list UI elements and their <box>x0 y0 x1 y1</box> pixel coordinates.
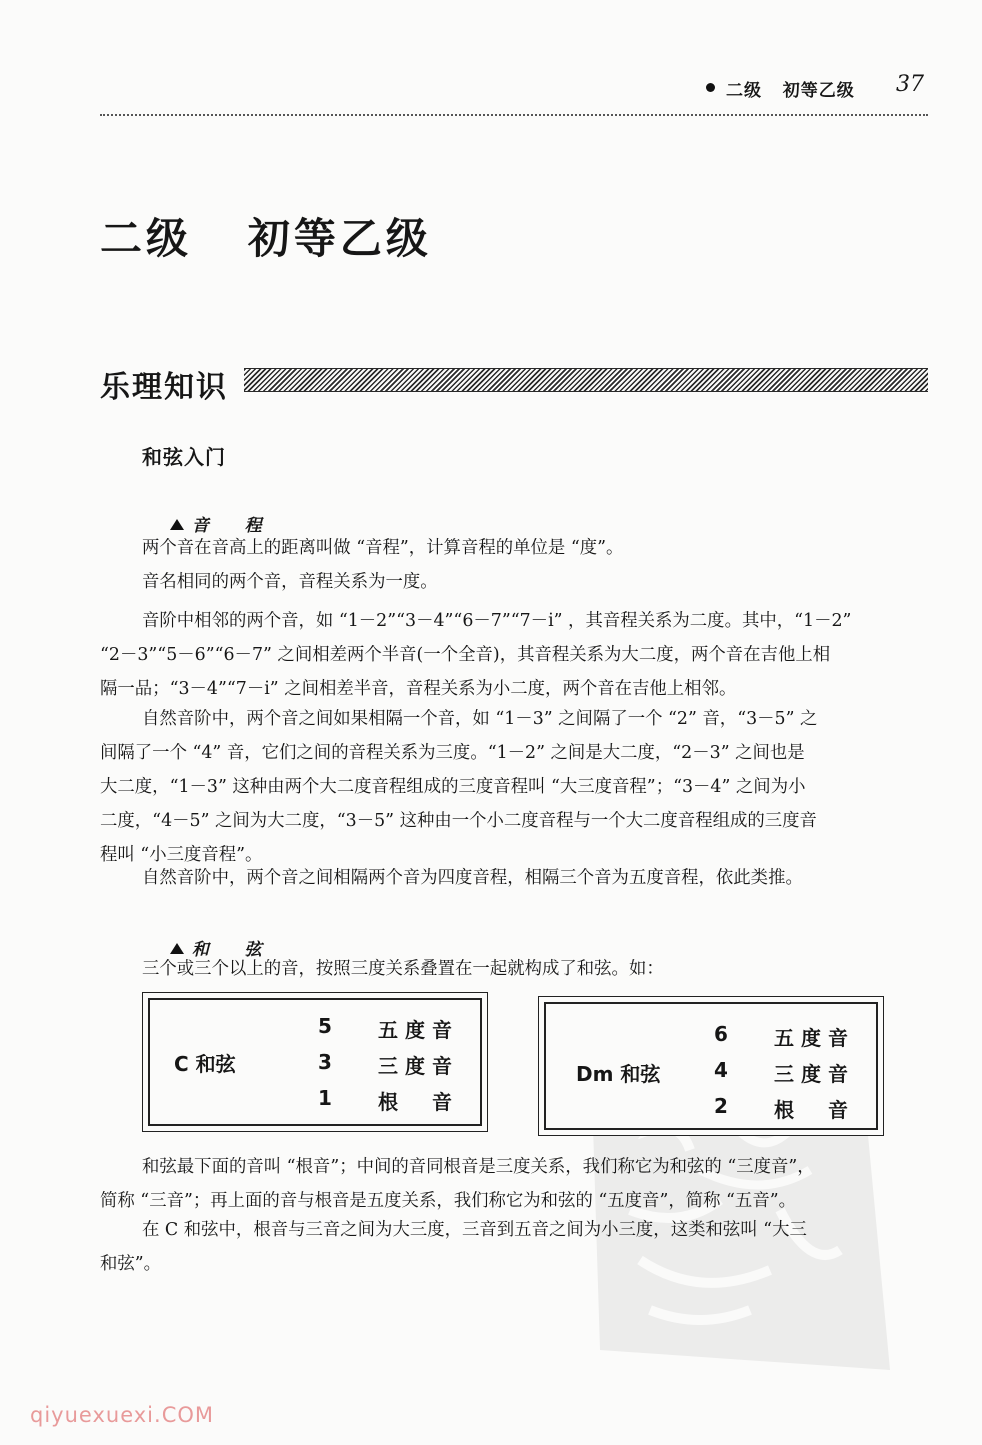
chord-intro: 三个或三个以上的音，按照三度关系叠置在一起就构成了和弦。如： <box>142 959 664 979</box>
interval-paragraph-1 <box>100 604 928 706</box>
chord-note-number: 4 <box>714 1058 728 1082</box>
text-line: 音阶中相邻的两个音，如 “1－2”“3－4”“6－7”“7－i̇” ，其音程关系为二度。其中，“1－2” <box>142 611 852 631</box>
text-line: 两个音在音高上的距离叫做 “音程”，计算音程的单位是 “度”。 <box>142 538 624 558</box>
chord-note-label: 五度音 <box>378 1018 452 1042</box>
interval-heading <box>142 491 270 536</box>
chord-heading-text: 和 弦 <box>191 940 270 960</box>
chord-note-label: 根音 <box>378 1090 452 1114</box>
page-number: 37 <box>896 72 924 97</box>
chord-row-root <box>714 1094 864 1130</box>
section-heading: 乐理知识 <box>100 370 228 405</box>
text-line: 间隔了一个 “4” 音，它们之间的音程关系为三度。“1－2” 之间是大二度，“2－3” 之间也是 <box>100 743 805 763</box>
chord-box-dm <box>538 996 884 1136</box>
running-title: 二级 初等乙级 <box>726 81 855 101</box>
chord-note-number: 1 <box>318 1086 332 1110</box>
text-line: 在 C 和弦中，根音与三音之间为大三度，三音到五音之间为小三度，这类和弦叫 “大三 <box>142 1220 807 1240</box>
text-line: 自然音阶中，两个音之间如果相隔一个音，如 “1－3” 之间隔了一个 “2” 音，“3－5” 之 <box>142 709 818 729</box>
chord-note-label: 根音 <box>774 1098 848 1122</box>
text-line: 音名相同的两个音，音程关系为一度。 <box>142 572 438 592</box>
bullet-icon <box>706 83 715 92</box>
chord-note-label: 五度音 <box>774 1026 848 1050</box>
interval-paragraph-2 <box>100 702 928 872</box>
chord-name: Dm 和弦 <box>576 1062 661 1086</box>
text-line: “2－3”“5－6”“6－7” 之间相差两个半音(一个全音)，其音程关系为大二度，两个音在吉他上相 <box>100 645 831 665</box>
subsection-title: 和弦入门 <box>142 445 226 469</box>
chord-row-fifth <box>714 1022 864 1058</box>
text-line: 大二度，“1－3” 这种由两个大二度音程组成的三度音程叫 “大三度音程”；“3－4” 之间为小 <box>100 777 806 797</box>
chord-note-number: 6 <box>714 1022 728 1046</box>
chord-row-root <box>318 1086 468 1122</box>
interval-heading-text: 音 程 <box>191 516 270 536</box>
chord-note-number: 3 <box>318 1050 332 1074</box>
chord-paragraph-2 <box>100 1213 928 1281</box>
triangle-icon <box>170 519 184 530</box>
text-line: 程叫 “小三度音程”。 <box>100 845 263 865</box>
text-line: 简称 “三音”；再上面的音与根音是五度关系，我们称它为和弦的 “五度音”，简称 “五音”。 <box>100 1191 796 1211</box>
chord-name: C 和弦 <box>174 1052 236 1076</box>
chord-note-label: 三度音 <box>774 1062 848 1086</box>
interval-paragraph-3: 自然音阶中，两个音之间相隔两个音为四度音程，相隔三个音为五度音程，依此类推。 <box>142 868 803 888</box>
chord-note-number: 5 <box>318 1014 332 1038</box>
text-line: 和弦”。 <box>100 1254 162 1274</box>
text-line: 和弦最下面的音叫 “根音”；中间的音同根音是三度关系，我们称它为和弦的 “三度音”， <box>142 1157 815 1177</box>
running-header <box>700 74 930 102</box>
chord-row-third <box>714 1058 864 1094</box>
chord-row-fifth <box>318 1014 468 1050</box>
interval-intro <box>142 531 928 599</box>
text-line: 二度，“4－5” 之间为大二度，“3－5” 这种由一个小二度音程与一个大二度音程组成的三度音 <box>100 811 817 831</box>
chord-note-number: 2 <box>714 1094 728 1118</box>
header-divider <box>100 114 928 116</box>
text-line: 隔一品；“3－4”“7－i̇” 之间相差半音，音程关系为小二度，两个音在吉他上相邻。 <box>100 679 737 699</box>
chord-paragraph-1 <box>100 1150 928 1218</box>
chord-box-c <box>142 992 488 1132</box>
chord-note-label: 三度音 <box>378 1054 452 1078</box>
chord-row-third <box>318 1050 468 1086</box>
site-watermark: qiyuexuexi.COM <box>30 1403 215 1427</box>
section-hatched-bar <box>244 368 928 392</box>
chapter-title: 二级 初等乙级 <box>100 214 432 263</box>
